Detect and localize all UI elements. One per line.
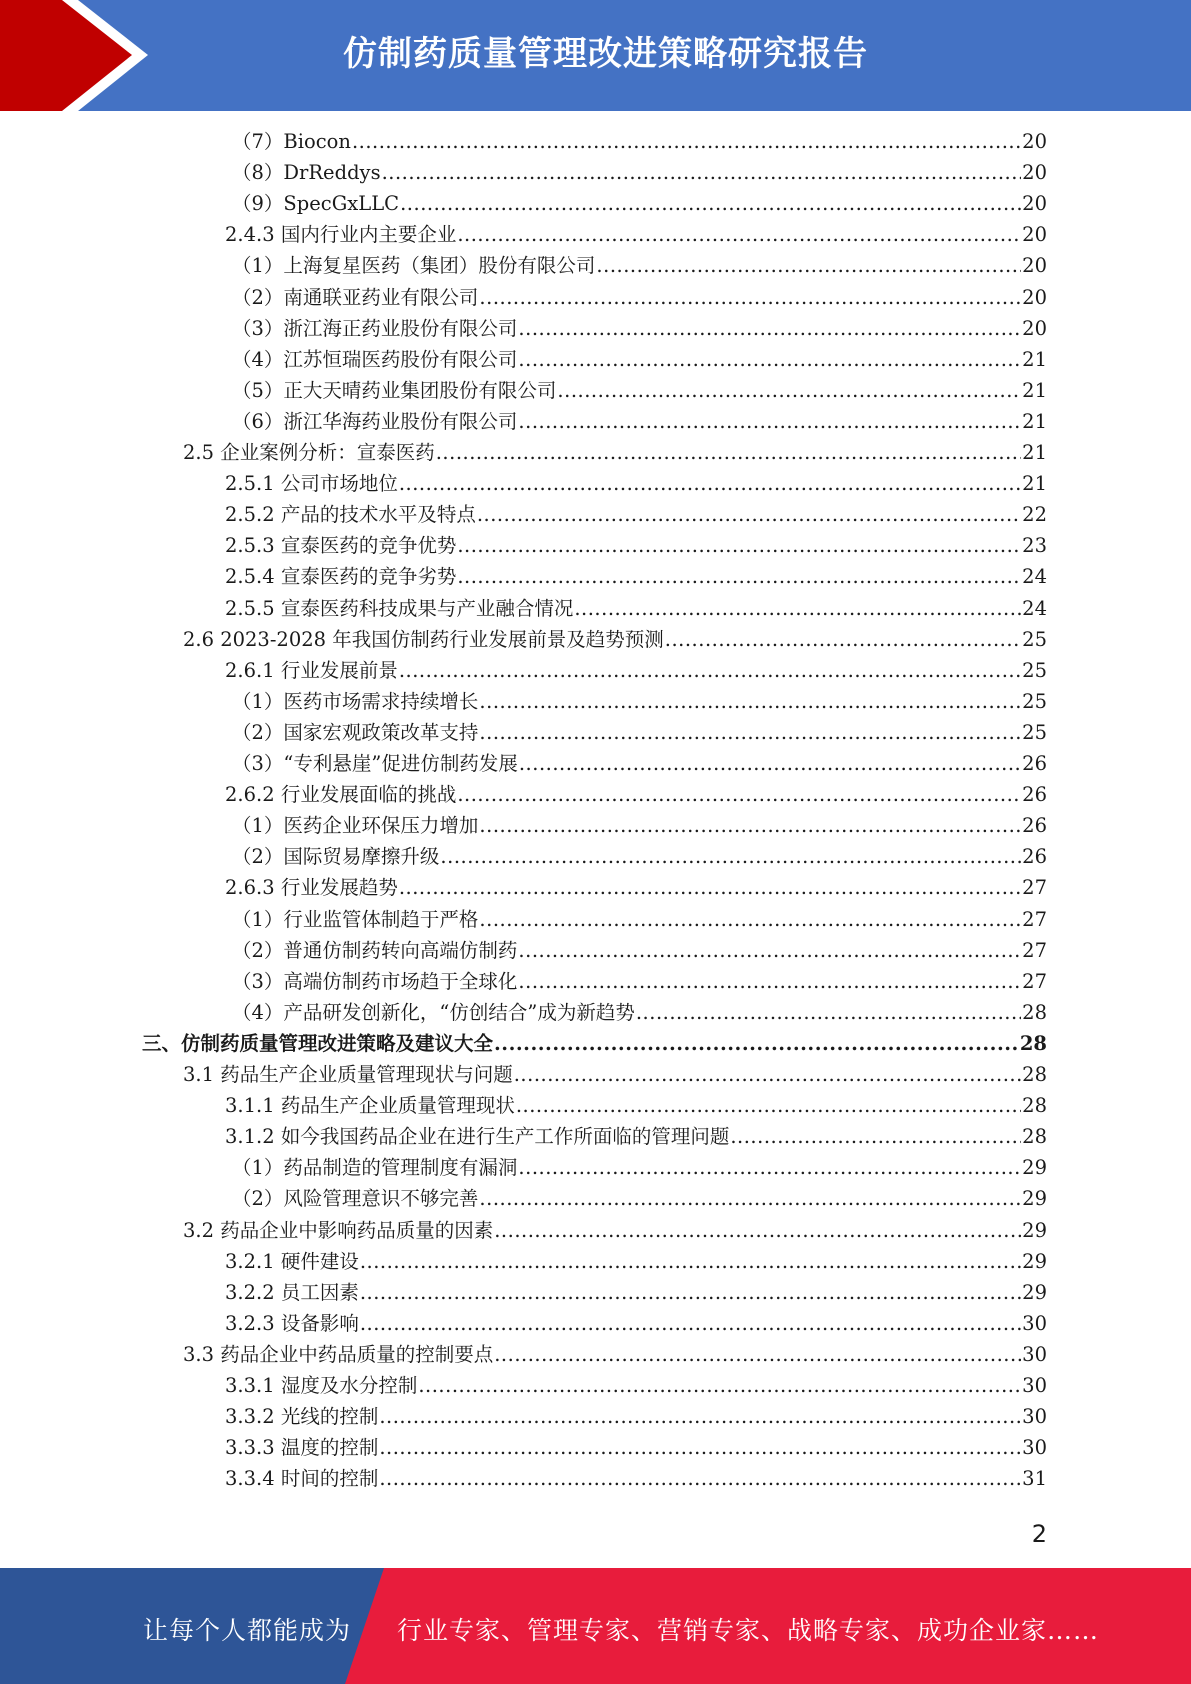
toc-entry-label: （7）Biocon	[232, 130, 351, 153]
toc-entry-page: 26	[1022, 783, 1047, 807]
toc-entry[interactable]	[183, 1059, 1047, 1090]
toc-entry-label: （1）药品制造的管理制度有漏洞	[232, 1156, 518, 1180]
toc-entry-page: 27	[1022, 938, 1047, 962]
footer-slogan-right: 行业专家、管理专家、营销专家、战略专家、成功企业家……	[397, 1616, 1100, 1645]
toc-entry-page: 30	[1022, 1436, 1047, 1460]
toc-entry[interactable]	[225, 1121, 1047, 1152]
toc-leader-dots	[379, 1401, 1021, 1432]
toc-entry-page: 21	[1022, 472, 1047, 496]
toc-entry-page: 29	[1022, 1187, 1047, 1211]
toc-entry-page: 28	[1022, 1063, 1047, 1086]
toc-entry[interactable]	[225, 561, 1047, 592]
toc-entry-label: 2.6.2 行业发展面临的挑战	[225, 783, 457, 807]
toc-entry-page: 21	[1022, 409, 1047, 433]
toc-leader-dots	[399, 655, 1021, 686]
toc-leader-dots	[518, 1152, 1021, 1183]
toc-entry-label: 3.3.3 温度的控制	[225, 1436, 379, 1460]
toc-entry-page: 28	[1022, 1125, 1047, 1149]
toc-entry[interactable]	[225, 1308, 1047, 1339]
toc-entry-page: 30	[1022, 1311, 1047, 1335]
toc-entry-page: 26	[1022, 845, 1047, 869]
toc-leader-dots	[360, 1277, 1021, 1308]
toc-entry[interactable]	[142, 1028, 1047, 1059]
toc-entry[interactable]	[225, 1277, 1047, 1308]
toc-leader-dots	[514, 1059, 1021, 1090]
toc-entry-page: 29	[1022, 1249, 1047, 1273]
toc-entry[interactable]	[232, 810, 1047, 841]
toc-entry[interactable]	[225, 1432, 1047, 1463]
toc-entry-label: （3）高端仿制药市场趋于全球化	[232, 969, 518, 993]
toc-entry[interactable]	[225, 219, 1047, 250]
toc-entry-label: 3.3.2 光线的控制	[225, 1405, 379, 1429]
toc-entry[interactable]	[183, 1339, 1047, 1370]
toc-entry[interactable]	[232, 841, 1047, 872]
toc-entry-label: （5）正大天晴药业集团股份有限公司	[232, 378, 557, 402]
toc-entry-page: 31	[1022, 1467, 1047, 1491]
toc-entry[interactable]	[232, 313, 1047, 344]
toc-leader-dots	[518, 406, 1021, 437]
toc-leader-dots	[574, 593, 1021, 624]
toc-entry-label: （6）浙江华海药业股份有限公司	[232, 409, 518, 433]
toc-entry[interactable]	[225, 1463, 1047, 1494]
toc-entry-label: （4）产品研发创新化，“仿创结合”成为新趋势	[232, 1000, 635, 1024]
toc-entry[interactable]	[232, 904, 1047, 935]
toc-entry-page: 25	[1022, 627, 1047, 651]
toc-entry-label: 2.5.5 宣泰医药科技成果与产业融合情况	[225, 596, 574, 620]
toc-leader-dots	[557, 375, 1021, 406]
toc-entry-label: 3.3 药品企业中药品质量的控制要点	[183, 1342, 494, 1366]
toc-leader-dots	[379, 1432, 1021, 1463]
toc-entry[interactable]	[232, 686, 1047, 717]
toc-entry-page: 21	[1022, 378, 1047, 402]
toc-entry[interactable]	[183, 1215, 1047, 1246]
toc-entry-label: （8）DrReddys	[232, 161, 381, 185]
toc-entry-page: 28	[1019, 1031, 1047, 1055]
toc-entry-page: 25	[1022, 658, 1047, 682]
toc-entry-label: （3）“专利悬崖”促进仿制药发展	[232, 752, 518, 775]
toc-entry-page: 27	[1022, 907, 1047, 931]
toc-leader-dots	[352, 126, 1021, 157]
toc-entry-page: 20	[1022, 161, 1047, 185]
toc-entry-page: 20	[1022, 254, 1047, 278]
toc-entry-label: （2）普通仿制药转向高端仿制药	[232, 938, 518, 962]
toc-entry-label: 3.1 药品生产企业质量管理现状与问题	[183, 1063, 513, 1086]
toc-leader-dots	[518, 935, 1021, 966]
toc-entry-page: 28	[1022, 1000, 1047, 1024]
toc-entry-label: 2.5 企业案例分析：宣泰医药	[183, 441, 435, 464]
toc-entry-page: 21	[1022, 441, 1047, 464]
toc-entry-label: 3.1.1 药品生产企业质量管理现状	[225, 1094, 515, 1118]
toc-entry-label: （3）浙江海正药业股份有限公司	[232, 316, 518, 340]
toc-leader-dots	[436, 437, 1021, 468]
toc-entry[interactable]	[232, 344, 1047, 375]
toc-entry-label: 2.5.4 宣泰医药的竞争劣势	[225, 565, 457, 589]
toc-entry-page: 29	[1022, 1280, 1047, 1304]
toc-entry-label: 2.5.3 宣泰医药的竞争优势	[225, 534, 457, 558]
toc-leader-dots	[518, 313, 1021, 344]
toc-entry[interactable]	[232, 375, 1047, 406]
toc-leader-dots	[399, 872, 1021, 903]
toc-leader-dots	[399, 468, 1021, 499]
toc-entry-label: （2）国家宏观政策改革支持	[232, 720, 479, 744]
toc-entry[interactable]	[225, 1090, 1047, 1121]
toc-entry-label: 3.2 药品企业中影响药品质量的因素	[183, 1218, 494, 1242]
toc-entry[interactable]	[232, 282, 1047, 313]
toc-entry-label: （2）南通联亚药业有限公司	[232, 285, 479, 309]
footer-slogan-left: 让每个人都能成为	[143, 1616, 352, 1645]
toc-entry-page: 20	[1022, 192, 1047, 216]
toc-leader-dots	[479, 904, 1021, 935]
toc-entry[interactable]	[232, 157, 1047, 188]
toc-entry[interactable]	[225, 779, 1047, 810]
toc-entry-page: 20	[1022, 285, 1047, 309]
toc-entry-label: （9）SpecGxLLC	[232, 192, 400, 216]
toc-entry-page: 22	[1022, 503, 1047, 527]
toc-entry-label: 3.1.2 如今我国药品企业在进行生产工作所面临的管理问题	[225, 1125, 730, 1149]
page-header	[0, 0, 1191, 111]
toc-entry[interactable]	[225, 1401, 1047, 1432]
toc-leader-dots	[494, 1028, 1019, 1059]
toc-leader-dots	[382, 157, 1022, 188]
toc-entry[interactable]	[232, 1152, 1047, 1183]
toc-entry-page: 28	[1022, 1094, 1047, 1118]
toc-leader-dots	[457, 779, 1021, 810]
toc-entry[interactable]	[232, 126, 1047, 157]
toc-entry[interactable]	[232, 997, 1047, 1028]
toc-leader-dots	[440, 841, 1021, 872]
toc-entry[interactable]	[225, 593, 1047, 624]
toc-entry[interactable]	[225, 468, 1047, 499]
toc-entry[interactable]	[183, 624, 1047, 655]
toc-leader-dots	[665, 624, 1021, 655]
toc-leader-dots	[457, 219, 1021, 250]
toc-leader-dots	[457, 530, 1021, 561]
toc-leader-dots	[400, 188, 1021, 219]
toc-entry-page: 25	[1022, 720, 1047, 744]
toc-leader-dots	[479, 1183, 1021, 1214]
toc-entry[interactable]	[232, 717, 1047, 748]
toc-entry-label: 2.6 2023-2028 年我国仿制药行业发展前景及趋势预测	[183, 627, 664, 651]
toc-entry-page: 30	[1022, 1342, 1047, 1366]
toc-entry-page: 24	[1022, 565, 1047, 589]
toc-entry-page: 24	[1022, 596, 1047, 620]
toc-entry-label: 3.3.4 时间的控制	[225, 1467, 379, 1491]
toc-entry-label: （1）医药企业环保压力增加	[232, 814, 479, 838]
toc-entry[interactable]	[232, 935, 1047, 966]
page-number: 2	[1031, 1520, 1047, 1548]
toc-leader-dots	[518, 966, 1021, 997]
toc-entry-label: 2.4.3 国内行业内主要企业	[225, 223, 457, 247]
toc-leader-dots	[519, 748, 1021, 779]
toc-leader-dots	[518, 344, 1021, 375]
toc-entry-label: 3.2.2 员工因素	[225, 1280, 359, 1304]
toc-leader-dots	[360, 1308, 1021, 1339]
toc-entry-page: 26	[1022, 752, 1047, 775]
toc-entry-page: 20	[1022, 223, 1047, 247]
toc-entry-label: 3.2.3 设备影响	[225, 1311, 359, 1335]
toc-entry-page: 27	[1022, 969, 1047, 993]
toc-entry-page: 29	[1022, 1218, 1047, 1242]
toc-entry[interactable]	[232, 188, 1047, 219]
toc-leader-dots	[418, 1370, 1021, 1401]
toc-leader-dots	[636, 997, 1021, 1028]
toc-entry[interactable]	[232, 406, 1047, 437]
toc-leader-dots	[379, 1463, 1021, 1494]
toc-entry-page: 20	[1022, 316, 1047, 340]
toc-leader-dots	[479, 810, 1021, 841]
toc-entry-label: 三、仿制药质量管理改进策略及建议大全	[142, 1031, 494, 1055]
toc-entry-page: 27	[1022, 876, 1047, 900]
toc-entry[interactable]	[225, 499, 1047, 530]
toc-leader-dots	[730, 1121, 1021, 1152]
toc-entry-page: 20	[1022, 130, 1047, 153]
toc-entry[interactable]	[183, 437, 1047, 468]
toc-entry-page: 29	[1022, 1156, 1047, 1180]
toc-entry-label: （4）江苏恒瑞医药股份有限公司	[232, 347, 518, 371]
toc-leader-dots	[516, 1090, 1021, 1121]
toc-entry-label: （2）国际贸易摩擦升级	[232, 845, 440, 869]
toc-entry-label: 2.5.1 公司市场地位	[225, 472, 398, 496]
toc-entry-label: 3.2.1 硬件建设	[225, 1249, 359, 1273]
toc-leader-dots	[360, 1246, 1021, 1277]
toc-entry-page: 21	[1022, 347, 1047, 371]
toc-entry[interactable]	[232, 748, 1047, 779]
toc-leader-dots	[457, 561, 1021, 592]
toc-entry[interactable]	[225, 1370, 1047, 1401]
toc-leader-dots	[596, 250, 1021, 281]
toc-entry-label: （1）上海复星医药（集团）股份有限公司	[232, 254, 596, 278]
toc-entry[interactable]	[225, 530, 1047, 561]
toc-entry-label: （2）风险管理意识不够完善	[232, 1187, 479, 1211]
toc-leader-dots	[479, 282, 1021, 313]
toc-entry-page: 30	[1022, 1405, 1047, 1429]
toc-entry-label: 3.3.1 湿度及水分控制	[225, 1374, 418, 1397]
toc-leader-dots	[477, 499, 1021, 530]
toc-entry[interactable]	[232, 1183, 1047, 1214]
toc-entry-label: （1）医药市场需求持续增长	[232, 689, 479, 713]
toc-entry-label: 2.5.2 产品的技术水平及特点	[225, 503, 476, 527]
toc-entry[interactable]	[232, 250, 1047, 281]
toc-entry-page: 23	[1022, 534, 1047, 558]
toc-leader-dots	[494, 1215, 1021, 1246]
toc-entry-page: 25	[1022, 689, 1047, 713]
toc-entry[interactable]	[225, 1246, 1047, 1277]
toc-leader-dots	[494, 1339, 1021, 1370]
toc-entry[interactable]	[232, 966, 1047, 997]
toc-leader-dots	[479, 686, 1021, 717]
toc-entry-page: 26	[1022, 814, 1047, 838]
toc-leader-dots	[479, 717, 1021, 748]
toc-entry[interactable]	[225, 655, 1047, 686]
toc-entry-label: 2.6.3 行业发展趋势	[225, 876, 398, 900]
toc-entry-page: 30	[1022, 1374, 1047, 1397]
toc-entry-label: （1）行业监管体制趋于严格	[232, 907, 479, 931]
report-title: 仿制药质量管理改进策略研究报告	[343, 34, 868, 74]
toc-entry-label: 2.6.1 行业发展前景	[225, 658, 398, 682]
toc-entry[interactable]	[225, 872, 1047, 903]
page-footer	[0, 1568, 1191, 1684]
